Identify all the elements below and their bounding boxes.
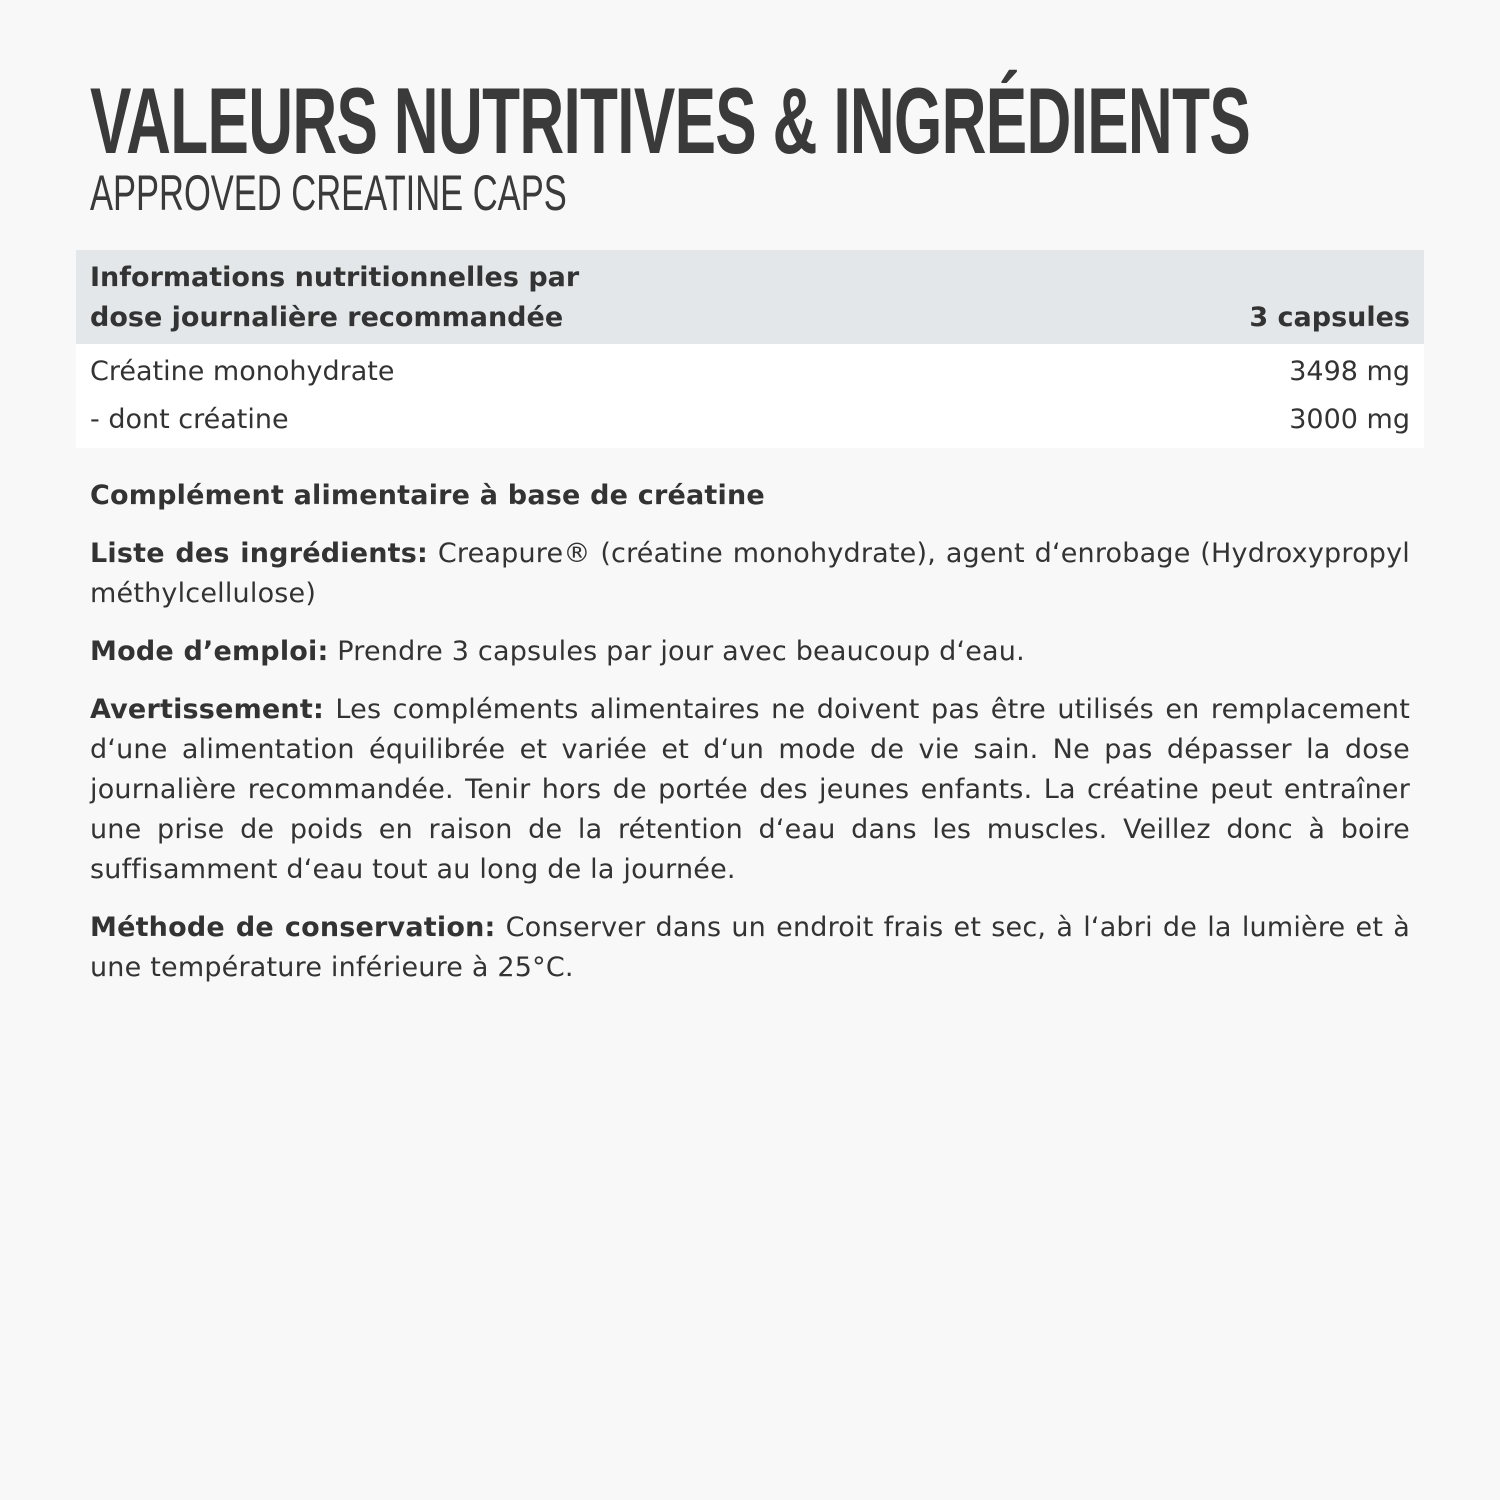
nutrient-name: - dont créatine xyxy=(76,396,1064,448)
nutrition-header-label-line2: dose journalière recommandée xyxy=(90,302,564,333)
nutrient-value: 3498 mg xyxy=(1064,344,1424,396)
table-row xyxy=(76,344,1424,396)
product-details xyxy=(90,476,1410,1006)
page-title: VALEURS NUTRITIVES & INGRÉDIENTS xyxy=(90,68,1251,173)
table-row xyxy=(76,396,1424,448)
storage-label: Méthode de conservation: xyxy=(90,912,496,943)
storage-text: Conserver dans un endroit frais et sec, à l‘abri de la lumière et à une température inférieure à 25°C. xyxy=(90,912,1410,983)
product-name: APPROVED CREATINE CAPS xyxy=(90,165,567,221)
usage-paragraph xyxy=(90,632,1410,672)
page-header xyxy=(90,68,1420,221)
warning-paragraph xyxy=(90,690,1410,890)
warning-label: Avertissement: xyxy=(90,694,324,725)
usage-text: Prendre 3 capsules par jour avec beaucoup d‘eau. xyxy=(328,636,1025,667)
product-intro: Complément alimentaire à base de créatine xyxy=(90,480,765,511)
nutrition-table-header-row xyxy=(76,250,1424,344)
ingredients-paragraph xyxy=(90,534,1410,614)
ingredients-text: Creapure® (créatine monohydrate), agent d‘enrobage (Hydroxypropyl méthylcellulose) xyxy=(90,538,1411,609)
nutrition-header-dose: 3 capsules xyxy=(1064,250,1424,344)
ingredients-label: Liste des ingrédients: xyxy=(90,538,429,569)
warning-text: Les compléments alimentaires ne doivent pas être utilisés en remplacement d‘une alimentation équilibrée et variée et d‘un mode de vie sain. Ne pas dépasser la dose journalière recommandée. Tenir hors de portée des jeunes enfants. La créatine peut entraîner une prise de poids en raison de la rétention d‘eau dans les muscles. Veillez donc à boire suffisamment d‘eau tout au long de la journée. xyxy=(90,694,1410,885)
nutrient-name: Créatine monohydrate xyxy=(76,344,1064,396)
nutrient-value: 3000 mg xyxy=(1064,396,1424,448)
nutrition-table xyxy=(76,250,1424,448)
nutrition-header-label xyxy=(76,250,1064,344)
usage-label: Mode d’emploi: xyxy=(90,636,329,667)
storage-paragraph xyxy=(90,908,1410,988)
nutrition-header-label-line1: Informations nutritionnelles par xyxy=(90,262,580,293)
